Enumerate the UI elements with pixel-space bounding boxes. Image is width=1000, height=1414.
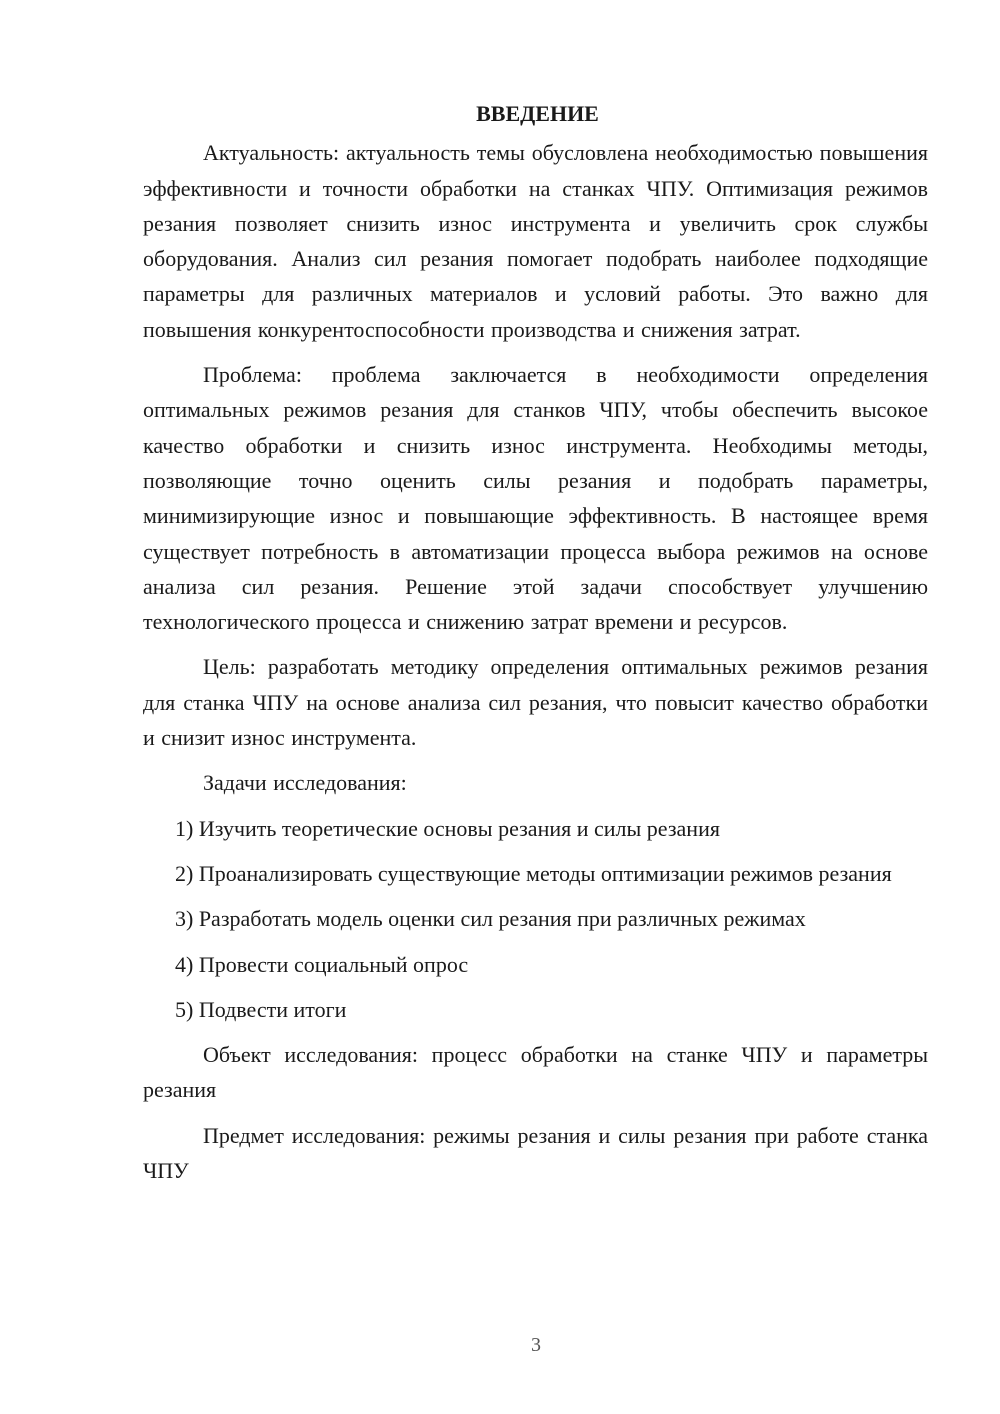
paragraph-subject: Предмет исследования: режимы резания и силы резания при работе станка ЧПУ xyxy=(143,1122,928,1184)
task-item: 1) Изучить теоретические основы резания и силы резания xyxy=(175,815,720,841)
task-item: 5) Подвести итоги xyxy=(175,996,347,1022)
task-item: 3) Разработать модель оценки сил резания при различных режимах xyxy=(175,906,806,932)
paragraph-relevance: Актуальность: актуальность темы обусловлена необходимостью повышения эффективности и точности обработки на станках ЧПУ. Оптимизация режимов резания позволяет снизить износ инструмента и увеличить срок службы оборудования. Анализ сил резания помогает подобрать наиболее подходящие параметры для различных материалов и условий работы. Это важно для повышения конкурентоспособности производства и снижения затрат. xyxy=(143,140,928,342)
paragraph-goal: Цель: разработать методику определения оптимальных режимов резания для станка ЧПУ на основе анализа сил резания, что повысит качество обработки и снизит износ инструмента. xyxy=(143,654,928,751)
task-item: 2) Проанализировать существующие методы оптимизации режимов резания xyxy=(175,860,892,886)
document-page xyxy=(143,96,928,1198)
paragraph-object: Объект исследования: процесс обработки на станке ЧПУ и параметры резания xyxy=(143,1042,928,1103)
tasks-heading: Задачи исследования: xyxy=(203,770,407,796)
task-item: 4) Провести социальный опрос xyxy=(175,951,469,977)
paragraph-problem: Проблема: проблема заключается в необходимости определения оптимальных режимов резания для станков ЧПУ, чтобы обеспечить высокое качество обработки и снизить износ инструмента. Необходимы методы, позволяющие точно оценить силы резания и подобрать параметры, минимизирующие износ и повышающие эффективность. В настоящее время существует потребность в автоматизации процесса выбора режимов на основе анализа сил резания. Решение этой задачи способствует улучшению технологического процесса и снижению затрат времени и ресурсов. xyxy=(143,362,928,635)
section-title: ВВЕДЕНИЕ xyxy=(476,101,599,126)
page-number: 3 xyxy=(531,1334,541,1356)
